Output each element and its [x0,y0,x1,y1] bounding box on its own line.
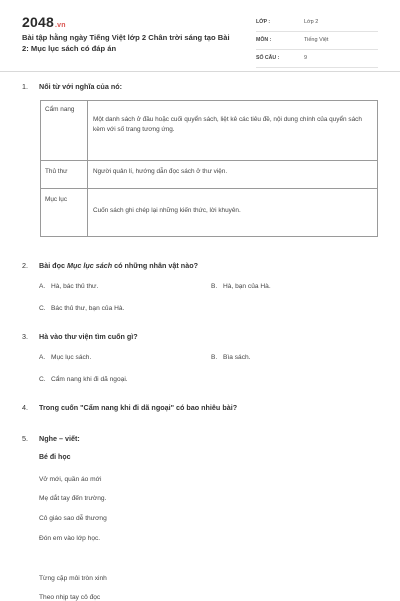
option-text: Mục lục sách. [51,354,92,361]
option-c[interactable] [39,376,128,383]
question-number: 2. [22,261,28,270]
poem-title: Bé đi học [39,454,71,461]
table-row-divider [41,188,377,189]
meta-row-class [256,16,378,32]
logo-suffix: .vn [54,22,66,29]
option-a[interactable] [39,283,98,290]
option-key: C. [39,376,46,383]
matching-table [40,100,378,237]
meaning-cell[interactable]: Một danh sách ở đầu hoặc cuối quyển sách, liệt kê các tiêu đề, nội dung chính của quyển sách kèm với số trang tương ứng. [93,116,362,133]
q2-text-italic: Mục lục sách [66,261,113,270]
poem-line: Từng cặp môi tròn xinh [39,575,107,582]
question-3-text: Hà vào thư viện tìm cuốn gì? [39,332,138,341]
option-b[interactable] [211,283,271,290]
option-text: Bác thủ thư, bạn của Hà. [51,305,125,312]
question-4-text: Trong cuốn "Cẩm nang khi đi dã ngoại" có bao nhiêu bài? [39,403,238,412]
header-divider [0,71,400,72]
option-text: Bìa sách. [223,354,251,361]
worksheet-header [22,12,378,68]
poem-line: Đón em vào lớp học. [39,535,101,542]
option-key: A. [39,283,46,290]
poem-line: Cô giáo sao dễ thương [39,515,107,522]
meta-row-count [256,52,378,68]
question-number: 4. [22,403,28,412]
option-c[interactable] [39,305,124,312]
question-number: 5. [22,434,28,443]
poem-line: Vở mới, quần áo mới [39,476,102,483]
meta-value: Lớp 2 [304,19,319,25]
q2-text-after: có những nhân vật nào? [112,261,198,270]
option-text: Hà, bác thủ thư. [51,283,99,290]
document-title: Bài tập hằng ngày Tiếng Việt lớp 2 Chân trời sáng tạo Bài 2: Mục lục sách có đáp án [22,33,230,53]
worksheet-meta [256,16,378,70]
option-key: B. [211,283,218,290]
question-number: 1. [22,82,28,91]
option-b[interactable] [211,354,251,361]
term-cell[interactable]: Cẩm nang [45,106,75,113]
option-key: B. [211,354,218,361]
meta-row-subject [256,34,378,50]
option-a[interactable] [39,354,91,361]
meaning-cell[interactable]: Người quản lí, hướng dẫn đọc sách ở thư viện. [93,168,228,175]
logo-main: 2048 [22,14,54,30]
meta-label: LỚP : [256,19,271,25]
question-2-text [39,261,198,270]
option-key: A. [39,354,46,361]
poem-line: Mẹ dắt tay đến trường. [39,495,107,502]
option-text: Cẩm nang khi đi dã ngoại. [51,376,128,383]
meaning-cell[interactable]: Cuốn sách ghi chép lại những kiến thức, lời khuyên. [93,207,241,214]
q2-text-before: Bài đọc [39,261,67,270]
meta-label: SỐ CÂU : [256,55,280,61]
term-cell[interactable]: Thủ thư [45,168,68,175]
question-5-text: Nghe – viết: [39,434,80,443]
meta-label: MÔN : [256,37,272,43]
question-number: 3. [22,332,28,341]
meta-value: 9 [304,55,308,61]
question-1-text: Nối từ với nghĩa của nó: [39,82,122,91]
term-cell[interactable]: Mục lục [45,196,68,203]
option-text: Hà, bạn của Hà. [223,283,271,290]
meta-value: Tiếng Việt [304,37,329,43]
table-row-divider [41,160,377,161]
site-logo[interactable] [22,14,66,30]
table-column-divider [87,101,88,236]
poem-line: Theo nhịp tay cô đọc [39,594,101,601]
option-key: C. [39,305,46,312]
